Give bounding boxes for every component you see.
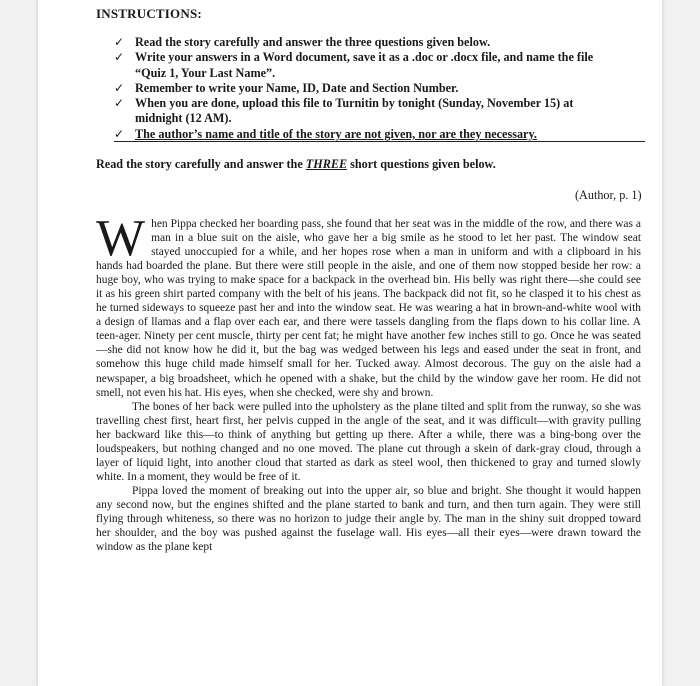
instructions-list (114, 35, 614, 142)
instruction-item (114, 81, 614, 96)
story-body (96, 210, 641, 554)
paragraph-text: hen Pippa checked her boarding pass, she found that her seat was in the middle of the row, and there was a man in a blue suit on the aisle, who gave her a big smile as he stood to let her past. The window seat stayed unoccupied for a while, and her hopes rose when a man in uniform and with a clipboard in his hands had boarded the plane. But there were still people in the aisle, and one of them now stopped beside her row: a huge boy, who was trying to make space for a backpack in the overhead bin. His belly was right there—she could see it as his green shirt parted company with the belt of his jeans. The backpack did not fit, so he clasped it to his chest as he turned sideways to squeeze past her and into the window seat. He was wearing a hat in brown-and-white wool with a design of llamas and a flap over each ear, and there were tassels dangling from the flaps down to his collar line. A teen-ager. Ninety per cent muscle, thirty per cent fat; he might have another few inches still to go. Once he was seated—she did not know how he did it, but the bag was wedged between his legs and eased under the seat in front, and somehow this huge child made himself small for her. Tucked away. Almost decorous. The guy on the aisle had a newspaper, a big broadsheet, which he opened with a shake, but the child by the window gave her room. He did not smell, not even his hat. His eyes, when she checked, were shy and brown. (96, 218, 641, 399)
prompt-text-after: short questions given below. (347, 157, 496, 171)
instruction-item (114, 35, 614, 50)
checkmark-icon: ✓ (114, 126, 125, 141)
checkmark-icon: ✓ (114, 50, 125, 65)
prompt-text-before: Read the story carefully and answer the (96, 157, 306, 171)
instruction-text: Remember to write your Name, ID, Date and Section Number. (135, 80, 459, 95)
instruction-text: When you are done, upload this file to Turnitin by tonight (Sunday, November 15) at midnight (12 AM). (135, 96, 574, 126)
story-paragraph (96, 210, 641, 400)
checkmark-icon: ✓ (114, 96, 125, 111)
checkmark-icon: ✓ (114, 35, 125, 49)
instruction-text: Read the story carefully and answer the three questions given below. (135, 35, 491, 49)
instruction-text: The author’s name and title of the story are not given, nor are they necessary. (135, 126, 537, 141)
citation: (Author, p. 1) (575, 188, 642, 202)
instructions-heading: INSTRUCTIONS: (96, 6, 202, 21)
prompt-emphasis: THREE (305, 157, 348, 171)
checkmark-icon: ✓ (114, 80, 125, 95)
document-page (38, 0, 662, 686)
drop-cap: W (96, 210, 146, 267)
story-paragraph: The bones of her back were pulled into the upholstery as the plane tilted and split from the runway, so she was travelling chest first, heart first, her pelvis cupped in the angle of the seat, and it was difficult—with gravity pulling her backward like this—to think of anything but getting up there. After a while, there was a bing-bong over the loudspeakers, but nothing changed and no one moved. The plane cut through a skein of dark-gray cloud, through a layer of liquid light, into another cloud that started as dark as steel wool, then thickened to gray and turned slowly white. In a moment, they would be free of it. (96, 400, 641, 483)
instruction-item (114, 127, 614, 142)
read-story-prompt (96, 157, 496, 172)
instruction-item (114, 50, 614, 81)
story-paragraph: Pippa loved the moment of breaking out into the upper air, so blue and bright. She thought it would happen any second now, but the engines shifted and the plane started to bank and turn, and then turn again. They were still flying through whiteness, so there was no horizon to judge their angle by. The man in the shiny suit dropped toward her shoulder, and the boy was pushed against the fuselage wall. His eyes—all their eyes—were drawn toward the window as the plane kept (96, 484, 641, 554)
instruction-text: Write your answers in a Word document, save it as a .doc or .docx file, and name the file “Quiz 1, Your Last Name”. (135, 50, 594, 80)
instruction-item (114, 96, 614, 127)
section-divider (114, 141, 645, 142)
